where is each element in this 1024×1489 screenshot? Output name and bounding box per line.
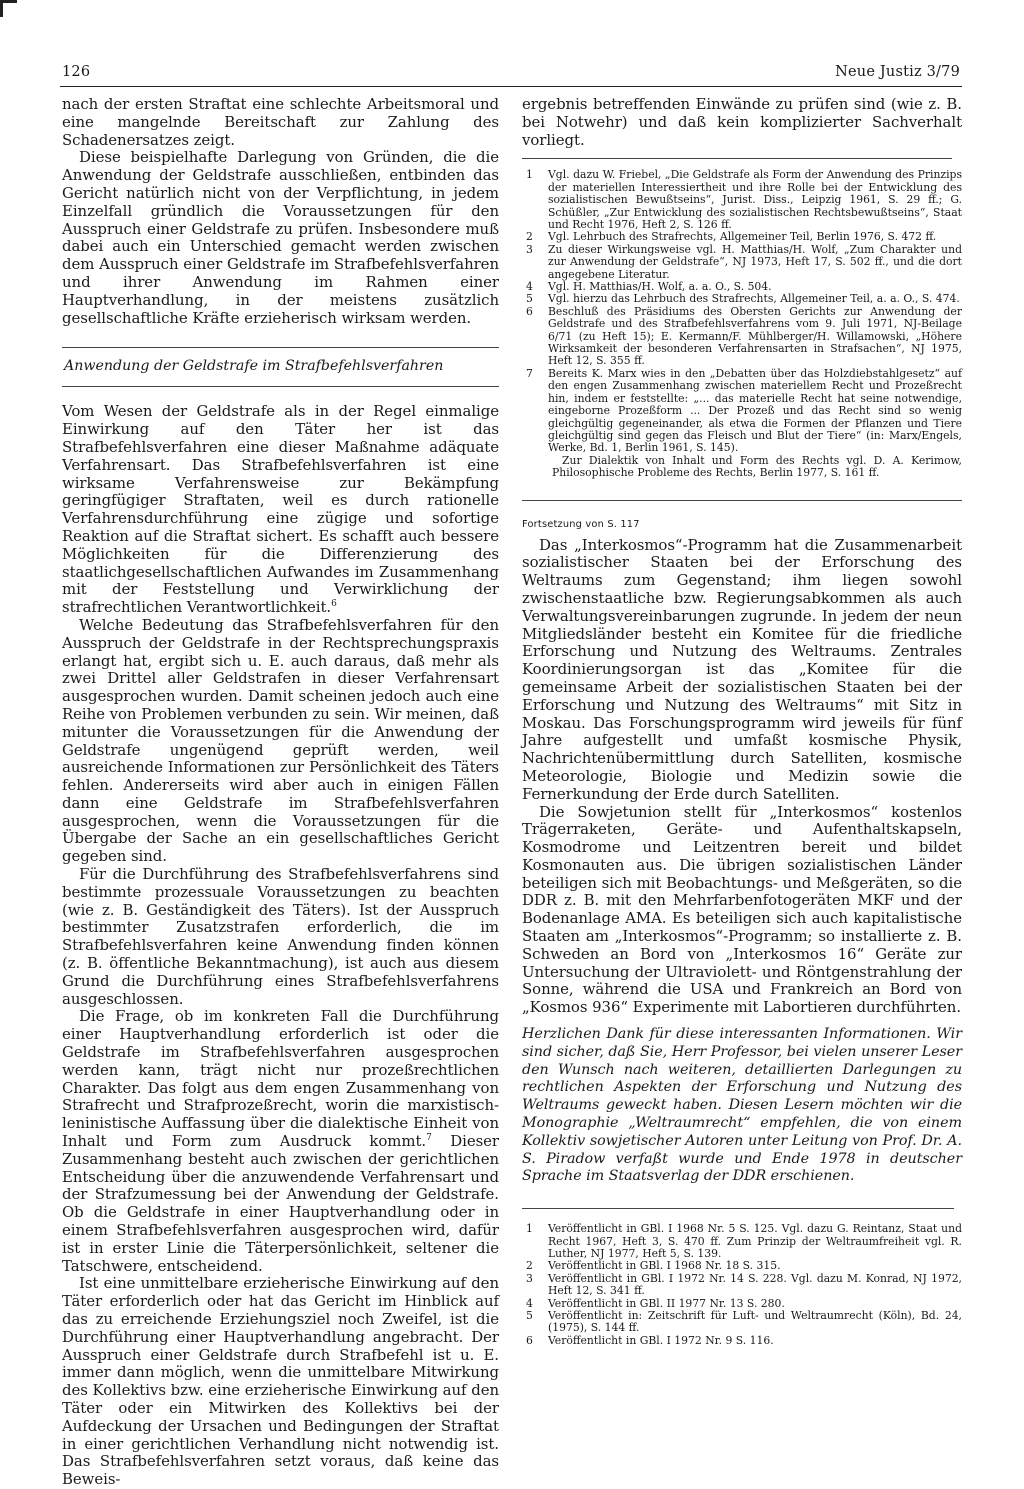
section-divider <box>522 500 962 501</box>
footnote-number: 2 <box>526 230 533 244</box>
continuation-label: Fortsetzung von S. 117 <box>522 518 640 530</box>
page-header <box>60 64 962 87</box>
footnote-text: Vgl. dazu W. Friebel, „Die Geldstrafe als Form der Anwendung des Prinzips der materiellen Interessiertheit und ihre Rolle bei der Entwicklung des sozialistischen Bewußtseins“, Jurist. Diss., Leipzig 1961, S. 29 ff.; G. Schüßler, „Zur Entwicklung des sozialistischen Rechtsbewußtseins“, Staat und Recht 1976, Heft 2, S. 126 ff. <box>548 168 962 232</box>
page-number: 126 <box>62 64 91 80</box>
paragraph: Für die Durchführung des Strafbefehlsverfahrens sind bestimmte prozessuale Voraussetzungen zu beachten (wie z. B. Geständigkeit des Täters). Ist der Ausspruch bestimmter Zusatzstrafen erforderlich, die im Strafbefehlsverfahren keine Anwendung finden können (z. B. öffentliche Bekanntmachung), ist auch aus diesem Grund die Durchführung eines Strafbefehlsverfahrens ausgeschlossen. <box>62 865 499 1008</box>
footnote-text: Veröffentlicht in GBl. I 1972 Nr. 14 S. 228. Vgl. dazu M. Konrad, NJ 1972, Heft 12, S. 341 ff. <box>548 1271 962 1298</box>
footnote-text: Vgl. H. Matthias/H. Wolf, a. a. O., S. 504. <box>548 280 772 294</box>
left-column <box>62 96 499 1489</box>
footnote <box>526 231 962 243</box>
footnote <box>526 293 962 305</box>
footnote-number: 5 <box>526 292 533 306</box>
paragraph <box>62 1008 499 1275</box>
paragraph <box>62 403 499 617</box>
footnote-number: 2 <box>526 1259 533 1273</box>
footnote-text: Vgl. hierzu das Lehrbuch des Strafrechts, Allgemeiner Teil, a. a. O., S. 474. <box>548 292 960 306</box>
footnote-text: Veröffentlicht in GBl. I 1968 Nr. 5 S. 125. Vgl. dazu G. Reintanz, Staat und Recht 1967, Heft 3, S. 470 ff. Zum Prinzip der Weltraumfreiheit vgl. R. Luther, NJ 1977, Heft 5, S. 139. <box>548 1222 962 1261</box>
footnote-ref: 7 <box>426 1133 432 1144</box>
footnote <box>526 1260 962 1272</box>
footnote <box>526 306 962 368</box>
right-column <box>522 96 962 1347</box>
footnote-text: Veröffentlicht in GBl. I 1972 Nr. 9 S. 116. <box>548 1333 774 1347</box>
footnote-number: 3 <box>526 242 533 256</box>
paragraph: nach der ersten Straftat eine schlechte Arbeitsmoral und eine mangelnde Bereitschaft zur Zahlung des Schadenersatzes zeigt. <box>62 95 499 149</box>
paragraph: Ist eine unmittelbare erzieherische Einwirkung auf den Täter erforderlich oder hat das Gericht im Hinblick auf das zu erreichende Erziehungsziel noch Zweifel, ist die Durchführung einer Hauptverhandlung angebracht. Der Ausspruch einer Geldstrafe durch Strafbefehl ist u. E. immer dann möglich, wenn die unmittelbare Mitwirkung des Kollektivs bzw. eine erzieherische Einwirkung auf den Täter oder ein Mitwirken des Kollektivs bei der Aufdeckung der Ursachen und Bedingungen der Straftat in einer gerichtlichen Verhandlung nicht notwendig ist. Das Strafbefehlsverfahren setzt voraus, daß keine das Beweis- <box>62 1274 499 1489</box>
paragraph: Welche Bedeutung das Strafbefehlsverfahren für den Ausspruch der Geldstrafe in der Rechtsprechungspraxis erlangt hat, ergibt sich u. E. auch daraus, daß mehr als zwei Drittel aller Geldstrafen in dieser Verfahrensart ausgesprochen wurden. Damit scheinen jedoch auch eine Reihe von Problemen verbunden zu sein. Wir meinen, daß mitunter die Voraussetzungen für die Anwendung der Geldstrafe ungenügend geprüft werden, weil ausreichende Informationen zur Persönlichkeit des Täters fehlen. Andererseits wird aber auch in einigen Fällen dann eine Geldstrafe im Strafbefehlsverfahren ausgesprochen, wenn die Voraussetzungen für die Übergabe der Sache an ein gesellschaftliches Gericht gegeben sind. <box>62 615 499 866</box>
footnote <box>526 1273 962 1298</box>
paragraph-text: Dieser Zusammenhang besteht auch zwischen der gerichtlichen Entscheidung über die anzuwendende Verfahrensart und der Strafzumessung bei der Anwendung der Geldstrafe. Ob die Geldstrafe in einer Hauptverhandlung oder in einem Strafbefehlsverfahren ausgesprochen wird, dafür ist in erster Linie die Täterpersönlichkeit, seltener die Tatschwere, entscheidend. <box>62 1132 500 1275</box>
footnote-number: 5 <box>526 1309 533 1323</box>
footnotes <box>522 169 962 479</box>
footnote-ref: 6 <box>331 599 337 610</box>
footnote-text: Veröffentlicht in GBl. I 1968 Nr. 18 S. 315. <box>548 1259 781 1273</box>
footnote <box>526 368 962 455</box>
paragraph-text: Vom Wesen der Geldstrafe als in der Regel einmalige Einwirkung auf den Täter her ist das Strafbefehlsverfahren eine dieser Maßnahme adäquate Verfahrensart. Das Strafbefehlsverfahren ist eine wirksame Verfahrensweise zur Bekämpfung geringfügiger Straftaten, weil es durch rationelle Verfahrensdurchführung eine zügige und sofortige Reaktion auf die Straftat sichert. Es schafft auch bessere Möglichkeiten für die Differenzierung des staatlichgesellschaftlichen Aufwandes im Zusammenhang mit der Feststellung und Verwirklichung der strafrechtlichen Verantwortlichkeit. <box>62 402 499 617</box>
footnote-number: 6 <box>526 304 533 318</box>
footnote-text: Beschluß des Präsidiums des Obersten Gerichts zur Anwendung der Geldstrafe und des Strafbefehlsverfahrens vom 9. Juli 1971, NJ-Beilage 6/71 (zu Heft 15); E. Kermann/F. Mühlberger/H. Willamowski, „Höhere Wirksamkeit der besonderen Verfahrensarten in Strafsachen“, NJ 1975, Heft 12, S. 355 ff. <box>548 304 962 368</box>
footnote-number: 6 <box>526 1333 533 1347</box>
footnote-divider <box>522 1208 954 1209</box>
paragraph: Diese beispielhafte Darlegung von Gründen, die die Anwendung der Geldstrafe ausschließen, entbinden das Gericht natürlich nicht von der Verpflichtung, in jedem Einzelfall gründlich die Voraussetzungen für den Ausspruch einer Geldstrafe zu prüfen. Insbesondere muß dabei auch ein Unterschied gemacht werden zwischen dem Ausspruch einer Geldstrafe im Strafbefehlsverfahren und ihrer Anwendung im Rahmen einer Hauptverhandlung, in der meistens zusätzlich gesellschaftliche Kräfte erzieherisch wirksam werden. <box>62 148 499 327</box>
crop-mark <box>0 0 17 17</box>
footnote-text: Zu dieser Wirkungsweise vgl. H. Matthias/H. Wolf, „Zum Charakter und zur Anwendung der Geldstrafe“, NJ 1973, Heft 17, S. 502 ff., und die dort angegebene Literatur. <box>548 242 962 281</box>
paragraph-text: Die Frage, ob im konkreten Fall die Durchführung einer Hauptverhandlung erforderlich ist oder die Geldstrafe im Strafbefehlsverfahren ausgesprochen werden kann, trägt nicht nur prozeßrechtlichen Charakter. Das folgt aus dem engen Zusammenhang von Strafrecht und Strafprozeßrecht, worin die marxistisch-leninistische Auffassung über die dialektische Einheit von Inhalt und Form zum Ausdruck kommt. <box>62 1007 499 1151</box>
footnote-number: 4 <box>526 280 533 294</box>
footnote-text: Bereits K. Marx wies in den „Debatten über das Holzdiebstahlgesetz“ auf den engen Zusammenhang zwischen materiellem Recht und Prozeßrecht hin, indem er feststellte: „... das materielle Recht hat seine notwendige, eingeborne Prozeßform ... Der Prozeß und das Recht sind so wenig gleichgültig gegeneinander, als etwa die Formen der Pflanzen und Tiere gleichgültig sind gegen das Fleisch und Blut der Tiere“ (in: Marx/Engels, Werke, Bd. 1, Berlin 1961, S. 145). <box>548 366 962 455</box>
footnote-number: 1 <box>526 1222 533 1236</box>
footnote <box>526 169 962 231</box>
paragraph: ergebnis betreffenden Einwände zu prüfen sind (wie z. B. bei Notwehr) und daß kein komplizierter Sachverhalt vorliegt. <box>522 95 962 149</box>
footnote-number: 4 <box>526 1296 533 1310</box>
footnote-text: Veröffentlicht in: Zeitschrift für Luft- und Weltraumrecht (Köln), Bd. 24, (1975), S. 144 ff. <box>548 1309 962 1335</box>
footnote-number: 7 <box>526 366 533 380</box>
footnote <box>526 1310 962 1335</box>
paragraph: Die Sowjetunion stellt für „Interkosmos“ kostenlos Trägerraketen, Geräte- und Aufenthaltskapseln, Kosmodrome und Leitzentren bereit und bildet Kosmonauten aus. Die übrigen sozialistischen Länder beteiligen sich mit Beobachtungs- und Meßgeräten, so die DDR z. B. mit den Mehrfarbenfotogeräten MKF und der Bodenanlage AMA. Es beteiligen sich auch kapitalistische Staaten am „Interkosmos“-Programm; so installierte z. B. Schweden an Bord von „Interkosmos 16“ Geräte zur Untersuchung der Ultraviolett- und Röntgenstrahlung der Sonne, während die USA und Frankreich an Bord von „Kosmos 936“ Experimente mit Labortieren durchführten. <box>522 802 962 1017</box>
footnote-text: Veröffentlicht in GBl. II 1977 Nr. 13 S. 280. <box>548 1296 785 1310</box>
paragraph: Das „Interkosmos“-Programm hat die Zusammenarbeit sozialistischer Staaten bei der Erforschung des Weltraums zum Gegenstand; ihm liegen sowohl zwischenstaatliche bzw. Regierungsabkommen als auch Verwaltungsvereinbarungen zugrunde. In jedem der neun Mitgliedsländer besteht ein Komitee für die friedliche Erforschung und Nutzung des Weltraums. Zentrales Koordinierungsorgan ist das „Komitee für die gemeinsame Arbeit der sozialistischen Staaten bei der Erforschung und Nutzung des Weltraums“ mit Sitz in Moskau. Das Forschungsprogramm wird jeweils für fünf Jahre aufgestellt und umfaßt kosmische Physik, Nachrichtenübermittlung durch Satelliten, kosmische Meteorologie, Biologie und Medizin sowie die Fernerkundung der Erde durch Satelliten. <box>522 535 962 803</box>
footnote-divider <box>522 158 952 159</box>
footnotes <box>522 1223 962 1347</box>
footnote <box>526 1335 962 1347</box>
footnote-number: 3 <box>526 1271 533 1285</box>
footnote-continuation: Zur Dialektik von Inhalt und Form des Rechts vgl. D. A. Kerimow, Philosophische Probleme des Rechts, Berlin 1977, S. 161 ff. <box>552 453 962 480</box>
footnote <box>526 1223 962 1260</box>
section-heading: Anwendung der Geldstrafe im Strafbefehlsverfahren <box>62 347 499 387</box>
footnote <box>526 244 962 281</box>
footnote-number: 1 <box>526 168 533 182</box>
footnote-text: Vgl. Lehrbuch des Strafrechts, Allgemeiner Teil, Berlin 1976, S. 472 ff. <box>548 230 937 244</box>
journal-title: Neue Justiz 3/79 <box>835 64 960 80</box>
closing-remark: Herzlichen Dank für diese interessanten Informationen. Wir sind sicher, daß Sie, Herr Professor, bei vielen unserer Leser den Wunsch nach weiteren, detaillierten Darlegungen zu rechtlichen Aspekten der Erforschung und Nutzung des Weltraums geweckt haben. Diesen Lesern möchten wir die Monographie „Weltraumrecht“ empfehlen, die von einem Kollektiv sowjetischer Autoren unter Leitung von Prof. Dr. A. S. Piradow verfaßt wurde und Ende 1978 in deutscher Sprache im Staatsverlag der DDR erschienen. <box>522 1026 962 1185</box>
